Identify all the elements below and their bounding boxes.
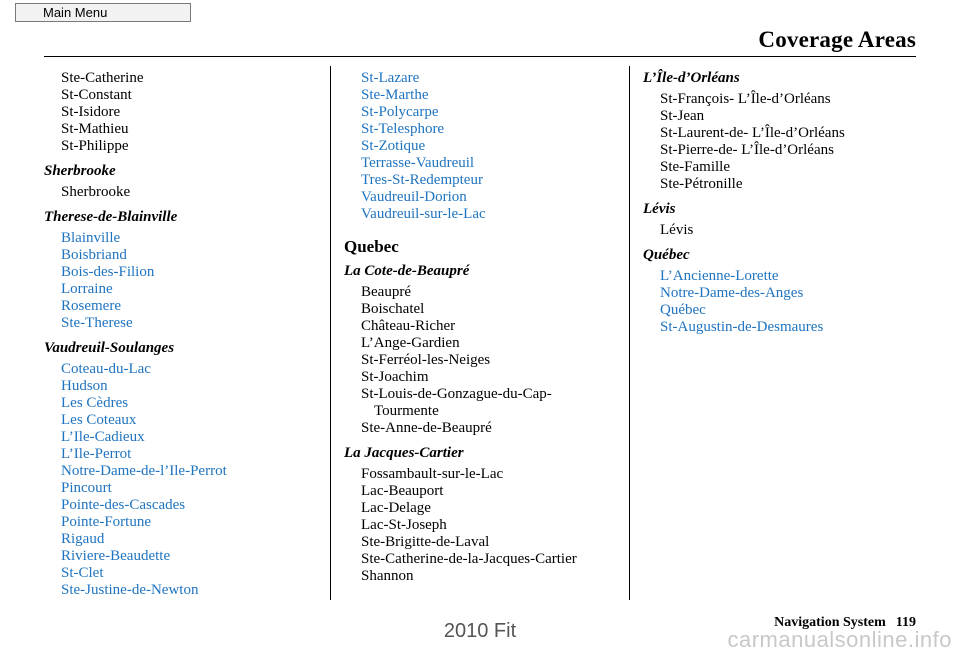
list-item: St-Joachim — [361, 369, 429, 385]
city-link[interactable]: St-Clet — [61, 565, 104, 581]
list-item: St-Isidore — [61, 104, 121, 120]
list-item: St-François- L’Île-d’Orléans — [660, 91, 831, 107]
city-link[interactable]: L’Ile-Cadieux — [61, 429, 145, 445]
page-number: 119 — [895, 615, 916, 630]
city-link[interactable]: Vaudreuil-Dorion — [361, 189, 467, 205]
city-link[interactable]: Les Cèdres — [61, 395, 129, 411]
column-2 — [344, 70, 624, 585]
city-link[interactable]: Pointe-des-Cascades — [61, 497, 186, 513]
city-link[interactable]: L’Ile-Perrot — [61, 446, 132, 462]
title-divider — [44, 56, 916, 57]
list-item: Lac-Delage — [361, 500, 431, 516]
list-item: Ste-Famille — [660, 159, 730, 175]
region-heading-therese-de-blainville: Therese-de-Blainville — [44, 209, 178, 225]
list-item: L’Ange-Gardien — [361, 335, 460, 351]
city-link[interactable]: Notre-Dame-de-l’Ile-Perrot — [61, 463, 227, 479]
list-item: St-Mathieu — [61, 121, 129, 137]
city-link[interactable]: Tres-St-Redempteur — [361, 172, 483, 188]
city-link[interactable]: Les Coteaux — [61, 412, 137, 428]
main-menu-button[interactable]: Main Menu — [15, 3, 191, 22]
list-item: Lévis — [660, 222, 694, 238]
city-link[interactable]: Rigaud — [61, 531, 105, 547]
region-heading-ile-d-orleans: L’Île-d’Orléans — [643, 70, 740, 86]
city-link[interactable]: Bois-des-Filion — [61, 264, 155, 280]
city-link[interactable]: Québec — [660, 302, 706, 318]
city-link[interactable]: Ste-Marthe — [361, 87, 429, 103]
list-item: Ste-Anne-de-Beaupré — [361, 420, 492, 436]
source-watermark: carmanualsonline.info — [727, 627, 952, 652]
list-item: Ste-Catherine-de-la-Jacques-Cartier — [361, 551, 577, 567]
city-link[interactable]: St-Zotique — [361, 138, 426, 154]
column-1 — [44, 70, 324, 599]
list-item: St-Philippe — [61, 138, 129, 154]
city-link[interactable]: L’Ancienne-Lorette — [660, 268, 779, 284]
page-title: Coverage Areas — [758, 27, 916, 52]
region-heading-levis: Lévis — [643, 201, 676, 217]
city-link[interactable]: Rosemere — [61, 298, 121, 314]
list-item: Fossambault-sur-le-Lac — [361, 466, 504, 482]
city-link[interactable]: Pointe-Fortune — [61, 514, 151, 530]
list-item: Lac-St-Joseph — [361, 517, 447, 533]
column-3 — [643, 70, 933, 336]
city-link[interactable]: Pincourt — [61, 480, 112, 496]
city-link[interactable]: Blainville — [61, 230, 121, 246]
list-item: Boischatel — [361, 301, 425, 317]
city-link[interactable]: Terrasse-Vaudreuil — [361, 155, 475, 171]
list-item-text: St-Louis-de-Gonzague-du-Cap- — [361, 386, 552, 402]
column-divider — [629, 66, 630, 600]
region-heading-la-cote-de-beaupre: La Cote-de-Beaupré — [344, 263, 470, 279]
list-item: Château-Richer — [361, 318, 456, 334]
list-item: Ste-Catherine — [61, 70, 144, 86]
city-link[interactable]: Boisbriand — [61, 247, 127, 263]
city-link[interactable]: Ste-Therese — [61, 315, 133, 331]
city-link[interactable]: St-Augustin-de-Desmaures — [660, 319, 824, 335]
list-item: Lac-Beauport — [361, 483, 444, 499]
city-link[interactable]: Hudson — [61, 378, 108, 394]
city-link[interactable]: Coteau-du-Lac — [61, 361, 151, 377]
city-link[interactable]: St-Telesphore — [361, 121, 445, 137]
city-link[interactable]: Vaudreuil-sur-le-Lac — [361, 206, 486, 222]
list-item: Ste-Pétronille — [660, 176, 743, 192]
region-heading-vaudreuil-soulanges: Vaudreuil-Soulanges — [44, 340, 175, 356]
list-item: Ste-Brigitte-de-Laval — [361, 534, 490, 550]
region-heading-sherbrooke: Sherbrooke — [44, 163, 116, 179]
region-heading-la-jacques-cartier: La Jacques-Cartier — [344, 445, 464, 461]
city-link[interactable]: St-Polycarpe — [361, 104, 439, 120]
city-link[interactable]: St-Lazare — [361, 70, 420, 86]
list-item: St-Pierre-de- L’Île-d’Orléans — [660, 142, 834, 158]
list-item-continuation: Tourmente — [374, 403, 439, 419]
city-link[interactable]: Riviere-Beaudette — [61, 548, 171, 564]
region-heading-quebec: Québec — [643, 247, 690, 263]
list-item: St-Constant — [61, 87, 132, 103]
list-item: St-Jean — [660, 108, 705, 124]
column-divider — [330, 66, 331, 600]
city-link[interactable]: Ste-Justine-de-Newton — [61, 582, 199, 598]
list-item: Shannon — [361, 568, 414, 584]
model-label: 2010 Fit — [443, 620, 517, 642]
city-link[interactable]: Notre-Dame-des-Anges — [660, 285, 804, 301]
list-item: St-Laurent-de- L’Île-d’Orléans — [660, 125, 845, 141]
city-link[interactable]: Lorraine — [61, 281, 113, 297]
list-item: St-Ferréol-les-Neiges — [361, 352, 491, 368]
province-heading: Quebec — [344, 237, 399, 256]
footer-section-title: Navigation System — [774, 615, 886, 630]
list-item — [344, 386, 624, 420]
list-item: Beaupré — [361, 284, 411, 300]
list-item: Sherbrooke — [61, 184, 131, 200]
